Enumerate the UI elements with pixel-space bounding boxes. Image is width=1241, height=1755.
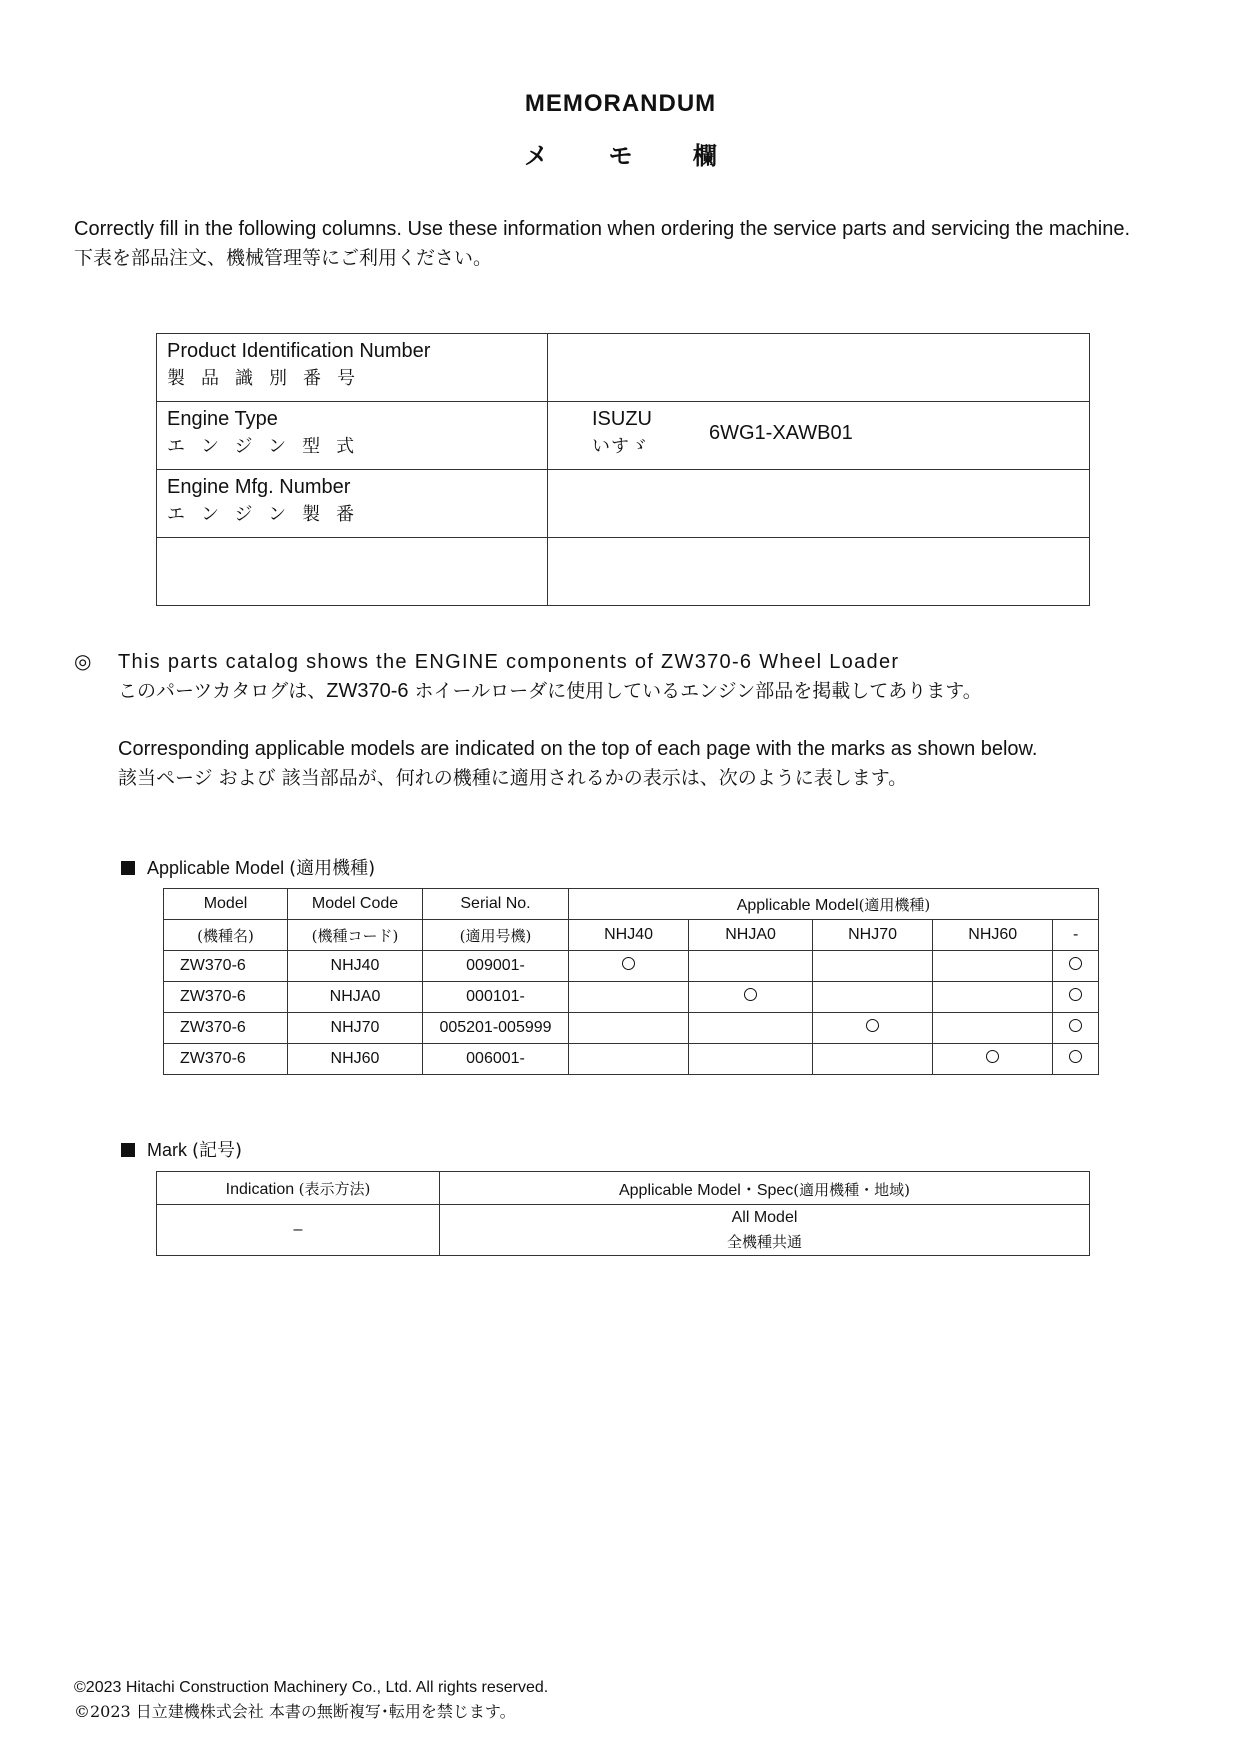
note-jp-part: ホイールローダに使用しているエンジン部品を掲載してあります。: [408, 680, 982, 702]
table-row: [164, 1013, 1099, 1044]
cell-mark: [933, 1044, 1053, 1075]
header-model: Model: [164, 889, 288, 920]
cell-serial: 006001-: [423, 1044, 569, 1075]
cell-mark: [689, 1013, 813, 1044]
memo-label-cell: [157, 470, 548, 538]
circle-mark-icon: [1069, 957, 1082, 970]
cell-mark: [569, 982, 689, 1013]
header-sub-col: -: [1053, 920, 1099, 951]
circle-mark-icon: [866, 1019, 879, 1032]
header-sub-col: NHJ40: [569, 920, 689, 951]
indication-en: Indication: [225, 1180, 295, 1198]
header-serial-jp: (適用号機): [423, 920, 569, 951]
applicable-model-table: [163, 888, 1099, 1075]
note-jp-model: ZW370-6: [326, 680, 409, 702]
mark-spec-cell: [440, 1205, 1090, 1256]
note-body: [118, 648, 1218, 793]
mark-heading: [121, 1136, 242, 1162]
circle-mark-icon: [622, 957, 635, 970]
spec-en: Applicable Model・Spec: [618, 1181, 794, 1199]
cell-model: ZW370-6: [164, 951, 288, 982]
cell-mark: [933, 1013, 1053, 1044]
note-line2-en: Corresponding applicable models are indicated on the top of each page with the marks as shown below.: [118, 738, 1038, 760]
cell-mark: [813, 951, 933, 982]
page-title: MEMORANDUM: [524, 90, 717, 117]
memo-table: [156, 333, 1090, 606]
mark-symbol: –: [157, 1205, 440, 1256]
header-indication: [157, 1172, 440, 1205]
footer: [74, 1676, 548, 1724]
applicable-model-rows: [164, 951, 1099, 1075]
cell-model: ZW370-6: [164, 982, 288, 1013]
engine-code: 6WG1-XAWB01: [709, 421, 853, 444]
label-en: Engine Type: [167, 408, 278, 430]
note-line1-en: This parts catalog shows the ENGINE components of ZW370-6 Wheel Loader: [118, 651, 900, 673]
cell-mark: [689, 951, 813, 982]
header-model-code: Model Code: [288, 889, 423, 920]
table-header-row: [157, 1172, 1090, 1205]
memo-value-cell[interactable]: [548, 334, 1090, 402]
cell-mark: [1053, 1044, 1099, 1075]
memo-value-cell[interactable]: [548, 538, 1090, 606]
table-row: [157, 402, 1090, 470]
cell-model-code: NHJ40: [288, 951, 423, 982]
square-bullet-icon: [121, 861, 135, 875]
header-model-jp: (機種名): [164, 920, 288, 951]
cell-mark: [689, 1044, 813, 1075]
cell-mark: [1053, 1013, 1099, 1044]
table-row: [157, 334, 1090, 402]
label-en: Product Identification Number: [167, 340, 431, 362]
cell-mark: [933, 982, 1053, 1013]
title-jp-char: モ: [608, 142, 633, 170]
brand-en: ISUZU: [592, 408, 652, 430]
circle-mark-icon: [1069, 1019, 1082, 1032]
double-circle-icon: ◎: [74, 651, 92, 673]
header-sub-col: NHJ70: [813, 920, 933, 951]
heading-en: Applicable Model: [147, 858, 285, 878]
table-row: [164, 951, 1099, 982]
table-row: [157, 1205, 1090, 1256]
header-applicable-group: [569, 889, 1099, 920]
table-header-row: [164, 920, 1099, 951]
cell-mark: [813, 1013, 933, 1044]
cell-mark: [933, 951, 1053, 982]
copyright-en: ©2023 Hitachi Construction Machinery Co., Ltd. All rights reserved.: [74, 1679, 549, 1696]
header-serial: Serial No.: [423, 889, 569, 920]
circle-mark-icon: [1069, 1050, 1082, 1063]
applicable-model-heading: [121, 854, 375, 880]
intro-jp: 下表を部品注文、機械管理等にご利用ください。: [74, 247, 493, 269]
cell-serial: 009001-: [423, 951, 569, 982]
memo-value-cell[interactable]: [548, 402, 1090, 470]
intro-en: Correctly fill in the following columns. Use these information when ordering the service parts and servicing the machine.: [74, 218, 1131, 240]
brand-jp: いすゞ: [592, 436, 649, 457]
table-row: [157, 538, 1090, 606]
label-jp: エンジン製番: [167, 504, 371, 525]
header-sub-col: NHJ60: [933, 920, 1053, 951]
memo-label-cell: [157, 402, 548, 470]
cell-model: ZW370-6: [164, 1013, 288, 1044]
header-spec: [440, 1172, 1090, 1205]
table-row: [164, 982, 1099, 1013]
copyright-jp: ©2023 日立建機株式会社 本書の無断複写･転用を禁じます。: [74, 1702, 516, 1721]
table-row: [157, 470, 1090, 538]
cell-mark: [689, 982, 813, 1013]
page-title-jp: [0, 136, 1241, 171]
mark-table: [156, 1171, 1090, 1256]
cell-mark: [813, 1044, 933, 1075]
engine-type-value: [558, 405, 1079, 461]
label-en: Engine Mfg. Number: [167, 476, 351, 498]
heading-jp: (記号): [192, 1140, 243, 1161]
heading-jp: (適用機種): [289, 858, 376, 879]
memo-value-cell[interactable]: [548, 470, 1090, 538]
cell-model: ZW370-6: [164, 1044, 288, 1075]
circle-mark-icon: [986, 1050, 999, 1063]
title-jp-char: メ: [524, 142, 549, 170]
group-en: Applicable Model: [736, 896, 859, 914]
engine-brand: [592, 405, 709, 461]
cell-mark: [569, 951, 689, 982]
cell-mark: [569, 1044, 689, 1075]
label-jp: 製品識別番号: [167, 368, 371, 389]
table-row: [164, 1044, 1099, 1075]
cell-mark: [1053, 951, 1099, 982]
circle-mark-icon: [744, 988, 757, 1001]
note-line1-jp: [118, 677, 1218, 706]
square-bullet-icon: [121, 1143, 135, 1157]
all-model-jp: 全機種共通: [726, 1233, 802, 1251]
note-line2-jp: 該当ページ および 該当部品が、何れの機種に適用されるかの表示は、次のように表します。: [118, 767, 908, 789]
title-jp-char: 欄: [692, 142, 717, 170]
header-sub-col: NHJA0: [689, 920, 813, 951]
intro-text: [74, 215, 1130, 273]
memo-blank-label-cell[interactable]: [157, 538, 548, 606]
header-code-jp: (機種コード): [288, 920, 423, 951]
cell-model-code: NHJ60: [288, 1044, 423, 1075]
cell-mark: [1053, 982, 1099, 1013]
all-model-en: All Model: [731, 1209, 798, 1226]
cell-serial: 000101-: [423, 982, 569, 1013]
cell-serial: 005201-005999: [423, 1013, 569, 1044]
group-jp: (適用機種): [858, 895, 931, 914]
circle-mark-icon: [1069, 988, 1082, 1001]
cell-model-code: NHJA0: [288, 982, 423, 1013]
memo-label-cell: [157, 334, 548, 402]
note-jp-part: このパーツカタログは、: [118, 680, 327, 702]
indication-jp: (表示方法): [298, 1179, 371, 1198]
spec-jp: (適用機種・地域): [793, 1180, 911, 1199]
label-jp: エンジン型式: [167, 436, 371, 457]
heading-en: Mark: [147, 1140, 187, 1160]
cell-mark: [569, 1013, 689, 1044]
cell-model-code: NHJ70: [288, 1013, 423, 1044]
cell-mark: [813, 982, 933, 1013]
table-header-row: [164, 889, 1099, 920]
